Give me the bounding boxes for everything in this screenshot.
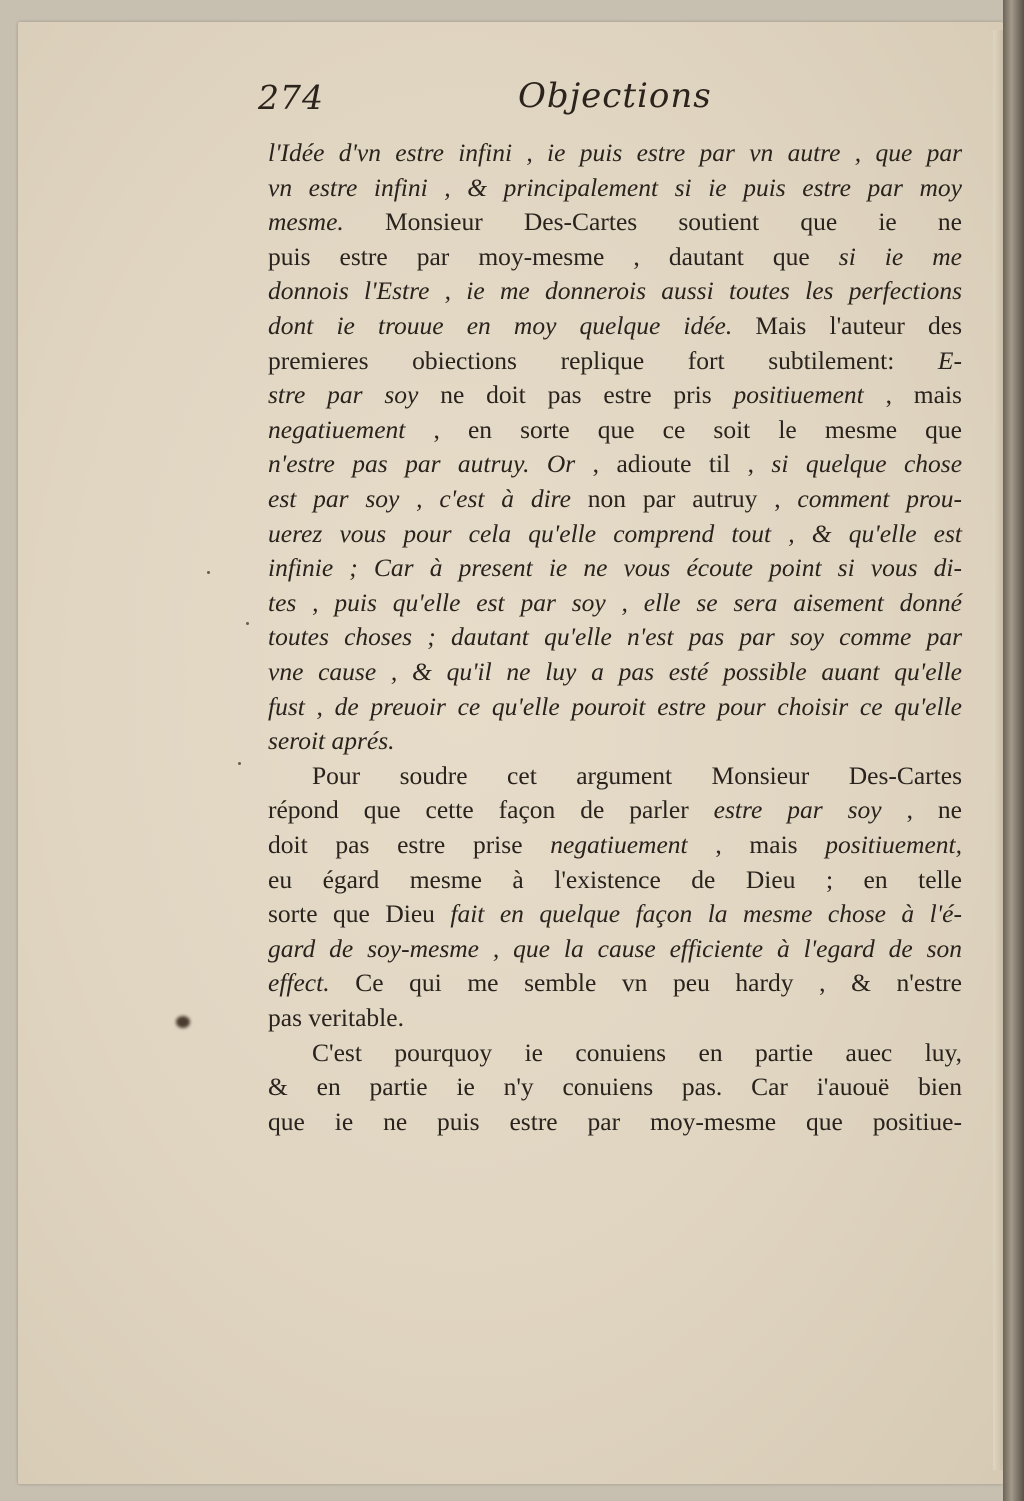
text-line [268, 966, 962, 1000]
italic-span: estre par soy [713, 795, 882, 824]
page-number: 274 [258, 78, 324, 117]
text-line [268, 413, 962, 447]
text-line [268, 517, 962, 551]
italic-span: gard de soy-mesme , que la cause efficiente à l'egard de son [268, 934, 962, 963]
text-line [268, 793, 962, 827]
italic-span: effect. [268, 968, 330, 997]
text-line [268, 240, 962, 274]
italic-span: n'estre pas par autruy. Or [268, 449, 576, 478]
roman-span: Monsieur Des-Cartes soutient que ie ne [343, 207, 962, 236]
text-line [268, 863, 962, 897]
text-line [268, 378, 962, 412]
italic-span: l'Idée d'vn estre infini , ie puis estre par vn autre , que par [268, 138, 962, 167]
text-line [268, 897, 962, 931]
speck [207, 571, 210, 574]
page-edge [993, 30, 1003, 1470]
roman-span: ne doit pas estre pris [418, 380, 734, 409]
text-line [268, 1070, 962, 1104]
text-line [268, 551, 962, 585]
text-line [268, 932, 962, 966]
roman-span: que ie ne puis estre par moy-mesme que positiue- [268, 1107, 962, 1136]
roman-span: doit pas estre prise [268, 830, 551, 859]
roman-span: , en sorte que ce soit le mesme que [405, 415, 962, 444]
text-line [268, 274, 962, 308]
text-line [268, 1036, 962, 1070]
italic-span: si quelque chose [771, 449, 963, 478]
text-line [268, 620, 962, 654]
roman-span: puis estre par moy-mesme , dautant que [268, 242, 839, 271]
text-line [268, 482, 962, 516]
text-line [268, 828, 962, 862]
roman-span: premieres obiections replique fort subtilement: [268, 346, 938, 375]
text-line [268, 136, 962, 170]
text-line [268, 309, 962, 343]
italic-span: si ie me [838, 242, 962, 271]
italic-span: donnois l'Estre , ie me donnerois aussi toutes les perfections [268, 276, 962, 305]
italic-span: infinie ; Car à present ie ne vous écoute point si vous di- [268, 553, 962, 582]
roman-span: , ne [881, 795, 963, 824]
italic-span: fust , de preuoir ce qu'elle pouroit estre pour choisir ce qu'elle [268, 692, 962, 721]
speck [238, 762, 241, 765]
roman-span: , adioute til , [575, 449, 772, 478]
roman-span: non par autruy , [570, 484, 798, 513]
roman-span: , mais [863, 380, 962, 409]
italic-span: est par soy , c'est à dire [268, 484, 571, 513]
roman-span: , mais [687, 830, 826, 859]
italic-span: dont ie trouue en moy quelque idée. [268, 311, 733, 340]
italic-span: stre par soy [268, 380, 419, 409]
italic-span: toutes choses ; dautant qu'elle n'est pas par soy comme par [268, 622, 962, 651]
roman-span: Pour soudre cet argument Monsieur Des-Cartes [312, 761, 962, 790]
roman-span: eu égard mesme à l'existence de Dieu ; en telle [268, 865, 962, 894]
roman-span: sorte que Dieu [268, 899, 451, 928]
text-line [268, 759, 962, 793]
text-line [268, 205, 962, 239]
book-spine [1003, 0, 1024, 1501]
ink-blot [176, 1016, 190, 1028]
text-line [268, 1001, 962, 1035]
italic-span: uerez vous pour cela qu'elle comprend tout , & qu'elle est [268, 519, 962, 548]
italic-span: comment prou- [797, 484, 962, 513]
roman-span: Mais l'auteur des [732, 311, 962, 340]
text-line [268, 724, 962, 758]
italic-span: negatiuement [268, 415, 406, 444]
italic-span: positiuement, [825, 830, 962, 859]
text-line [268, 655, 962, 689]
text-line [268, 1105, 962, 1139]
text-line [268, 171, 962, 205]
italic-span: positiuement [733, 380, 864, 409]
italic-span: negatiuement [550, 830, 688, 859]
roman-span: Ce qui me semble vn peu hardy , & n'estre [329, 968, 962, 997]
italic-span: vn estre infini , & principalement si ie puis estre par moy [268, 173, 962, 202]
roman-span: pas veritable. [268, 1003, 404, 1032]
text-line [268, 344, 962, 378]
running-head [0, 0, 1024, 150]
speck [246, 622, 249, 625]
text-line [268, 586, 962, 620]
italic-span: mesme. [268, 207, 344, 236]
text-line [268, 447, 962, 481]
roman-span: C'est pourquoy ie conuiens en partie auec luy, [312, 1038, 962, 1067]
italic-span: vne cause , & qu'il ne luy a pas esté possible auant qu'elle [268, 657, 962, 686]
italic-span: seroit aprés. [268, 726, 395, 755]
italic-span: E- [937, 346, 962, 375]
italic-span: tes , puis qu'elle est par soy , elle se sera aisement donné [268, 588, 962, 617]
roman-span: & en partie ie n'y conuiens pas. Car i'auouë bien [268, 1072, 962, 1101]
text-line [268, 690, 962, 724]
italic-span: fait en quelque façon la mesme chose à l'é- [450, 899, 962, 928]
roman-span: répond que cette façon de parler [268, 795, 714, 824]
running-title: Objections [518, 76, 712, 116]
